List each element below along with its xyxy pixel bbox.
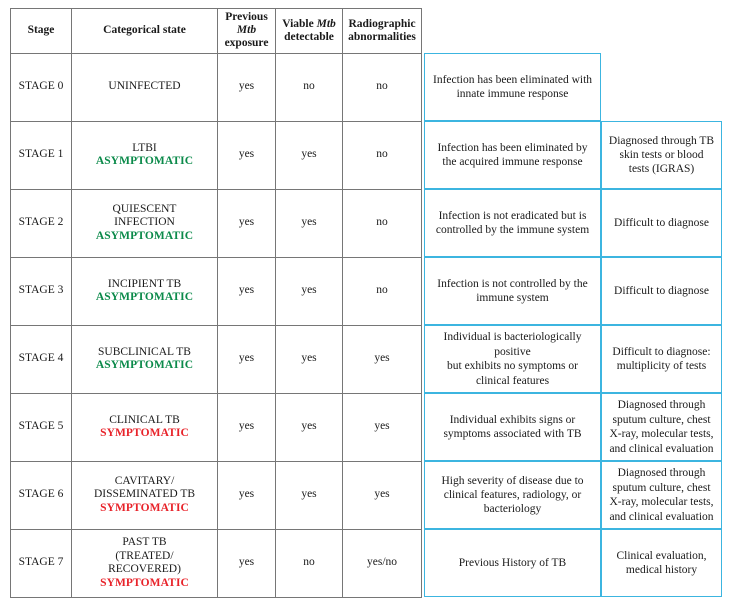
cell-viable-detectable: yes: [276, 325, 343, 393]
cell-categorical-state: [72, 461, 218, 529]
table-header: [11, 9, 422, 54]
note-diagnosis-text: Diagnosed through sputum culture, chest X-ray, molecular tests, and clinical evaluation: [609, 467, 714, 523]
cell-radiographic: yes: [343, 325, 422, 393]
note-description-text: Previous History of TB: [458, 556, 567, 569]
cell-viable-detectable: yes: [276, 189, 343, 257]
cell-radiographic: yes/no: [343, 529, 422, 597]
cell-stage: STAGE 7: [11, 529, 72, 597]
note-diagnosis: [601, 53, 722, 121]
note-diagnosis: [601, 257, 722, 325]
cell-categorical-state: [72, 189, 218, 257]
table-row: [11, 325, 422, 393]
note-description-text: Individual exhibits signs or symptoms associated with TB: [443, 413, 582, 441]
header-line-previous: Previous: [225, 11, 268, 23]
cell-stage: STAGE 4: [11, 325, 72, 393]
state-line: CAVITARY/: [114, 474, 175, 487]
clinical-note-row: [424, 53, 722, 121]
cell-viable-detectable: yes: [276, 121, 343, 189]
clinical-note-row: [424, 529, 722, 597]
state-line: INCIPIENT TB: [107, 277, 182, 290]
table-row: [11, 189, 422, 257]
state-line: UNINFECTED: [108, 80, 181, 93]
note-description: [424, 393, 601, 461]
cell-previous-exposure: yes: [218, 325, 276, 393]
cell-viable-detectable: no: [276, 53, 343, 121]
state-line: SUBCLINICAL TB: [98, 345, 191, 358]
cell-previous-exposure: yes: [218, 53, 276, 121]
clinical-note-row: [424, 189, 722, 257]
table-row: [11, 257, 422, 325]
cell-viable-detectable: yes: [276, 461, 343, 529]
state-line: DISSEMINATED TB: [93, 488, 196, 501]
note-diagnosis-text: Clinical evaluation, medical history: [616, 549, 707, 577]
cell-stage: STAGE 6: [11, 461, 72, 529]
symptom-status-tag: SYMPTOMATIC: [100, 576, 189, 589]
header-line-viable: [282, 18, 336, 30]
note-description: [424, 257, 601, 325]
clinical-note-row: [424, 257, 722, 325]
state-lines: [75, 536, 214, 590]
cell-radiographic: no: [343, 189, 422, 257]
table-row: [11, 529, 422, 597]
table-header-row: [11, 9, 422, 54]
state-lines: [75, 475, 214, 516]
note-description-text: Infection is not eradicated but is controlled by the immune system: [435, 209, 590, 237]
note-diagnosis: [601, 325, 722, 393]
cell-stage: STAGE 3: [11, 257, 72, 325]
note-description: [424, 325, 601, 393]
note-diagnosis: [601, 121, 722, 189]
state-lines: [75, 414, 214, 441]
header-viable-mtb-italic: Mtb: [316, 17, 336, 30]
note-diagnosis: [601, 189, 722, 257]
cell-viable-detectable: no: [276, 529, 343, 597]
symptom-status-tag: SYMPTOMATIC: [100, 427, 189, 440]
cell-radiographic: no: [343, 53, 422, 121]
cell-previous-exposure: yes: [218, 121, 276, 189]
note-diagnosis-text: Difficult to diagnose: [614, 284, 709, 297]
note-description: [424, 53, 601, 121]
clinical-note-row: [424, 393, 722, 461]
table-row: [11, 121, 422, 189]
note-diagnosis-text: Diagnosed through TB skin tests or blood tests (IGRAS): [608, 134, 715, 176]
state-line: PAST TB: [122, 536, 167, 549]
note-diagnosis-text: Diagnosed through sputum culture, chest X-ray, molecular tests, and clinical evaluation: [609, 399, 714, 455]
header-line-exposure: exposure: [224, 37, 269, 50]
header-line-abnormalities: abnormalities: [348, 30, 416, 43]
symptom-status-tag: ASYMPTOMATIC: [95, 155, 194, 168]
cell-categorical-state: [72, 529, 218, 597]
cell-stage: STAGE 0: [11, 53, 72, 121]
cell-viable-detectable: yes: [276, 257, 343, 325]
column-header-categorical-state: [72, 9, 218, 54]
symptom-status-tag: ASYMPTOMATIC: [95, 359, 194, 372]
note-diagnosis: [601, 529, 722, 597]
state-line: CLINICAL TB: [109, 413, 180, 426]
note-diagnosis-text: Difficult to diagnose: [614, 216, 709, 229]
table-body: [11, 53, 422, 597]
note-description-text: Infection is not controlled by the immune system: [437, 277, 588, 305]
cell-previous-exposure: yes: [218, 529, 276, 597]
symptom-status-tag: SYMPTOMATIC: [100, 501, 189, 514]
cell-stage: STAGE 1: [11, 121, 72, 189]
cell-previous-exposure: yes: [218, 189, 276, 257]
cell-previous-exposure: yes: [218, 461, 276, 529]
cell-stage: STAGE 2: [11, 189, 72, 257]
table-row: [11, 461, 422, 529]
cell-categorical-state: [72, 393, 218, 461]
cell-radiographic: yes: [343, 393, 422, 461]
note-description: [424, 189, 601, 257]
state-line: (TREATED/: [115, 549, 174, 562]
cell-viable-detectable: yes: [276, 393, 343, 461]
state-lines: [75, 80, 214, 94]
note-diagnosis-text: Difficult to diagnose: multiplicity of tests: [612, 345, 711, 373]
symptom-status-tag: ASYMPTOMATIC: [95, 229, 194, 242]
note-description-text: Individual is bacteriologically positive but exhibits no symptoms or clinical features: [443, 331, 582, 387]
symptom-status-tag: ASYMPTOMATIC: [95, 291, 194, 304]
clinical-note-row: [424, 461, 722, 529]
state-line: QUIESCENT: [112, 202, 177, 215]
state-lines: [75, 203, 214, 244]
clinical-note-row: [424, 325, 722, 393]
column-header-categorical-state-label: Categorical state: [103, 24, 186, 37]
cell-stage: STAGE 5: [11, 393, 72, 461]
tb-stages-table: [10, 8, 422, 598]
cell-categorical-state: [72, 53, 218, 121]
state-lines: [75, 346, 214, 373]
state-line: LTBI: [132, 141, 157, 154]
column-header-radiographic-abnormalities: [343, 9, 422, 54]
header-line-detectable: detectable: [284, 30, 334, 43]
cell-categorical-state: [72, 121, 218, 189]
note-description: [424, 529, 601, 597]
cell-previous-exposure: yes: [218, 257, 276, 325]
note-description-text: Infection has been eliminated with innate immune response: [432, 73, 593, 101]
cell-radiographic: no: [343, 121, 422, 189]
cell-previous-exposure: yes: [218, 393, 276, 461]
note-description: [424, 121, 601, 189]
table-row: [11, 393, 422, 461]
state-lines: [75, 142, 214, 169]
note-description-text: Infection has been eliminated by the acquired immune response: [437, 141, 588, 169]
cell-radiographic: yes: [343, 461, 422, 529]
note-description: [424, 461, 601, 529]
header-line-mtb-italic: Mtb: [236, 24, 257, 37]
state-line: RECOVERED): [108, 563, 181, 576]
note-diagnosis: [601, 393, 722, 461]
state-lines: [75, 278, 214, 305]
note-description-text: High severity of disease due to clinical features, radiology, or bacteriology: [441, 474, 584, 516]
column-header-stage: [11, 9, 72, 54]
column-header-previous-mtb-exposure: [218, 9, 276, 54]
state-line: INFECTION: [114, 216, 175, 229]
clinical-notes-panel: [424, 53, 722, 597]
column-header-stage-label: Stage: [27, 24, 55, 37]
column-header-viable-mtb-detectable: [276, 9, 343, 54]
header-line-radiographic: Radiographic: [348, 17, 416, 30]
clinical-note-row: [424, 121, 722, 189]
cell-categorical-state: [72, 325, 218, 393]
cell-categorical-state: [72, 257, 218, 325]
cell-radiographic: no: [343, 257, 422, 325]
table-row: [11, 53, 422, 121]
header-viable-word: Viable: [282, 17, 314, 30]
note-diagnosis: [601, 461, 722, 529]
